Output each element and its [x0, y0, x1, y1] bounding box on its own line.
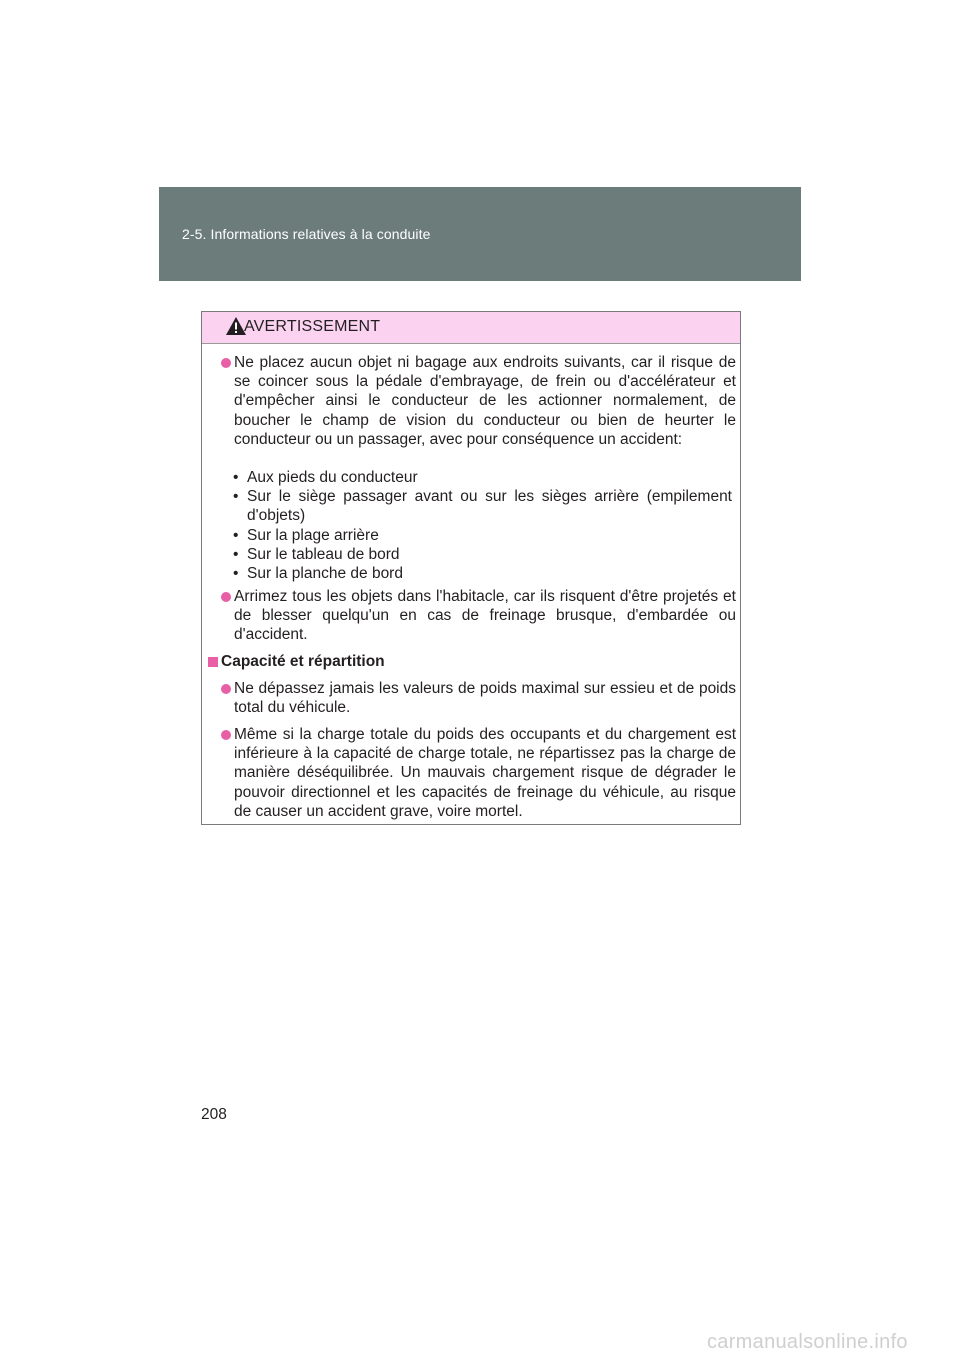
sub-bullet-icon: •	[233, 527, 239, 544]
warning-item-text: Ne placez aucun objet ni bagage aux endroits suivants, car il risque de se coincer sous la pédale d'embrayage, de frein ou d'accélérateur et d'empêcher ainsi le conducteur de les actionner normalement, de boucher le champ de vision du conducteur ou bien de heurter le conducteur ou un passager, avec pour conséquence un accident:	[234, 354, 736, 448]
section-heading	[221, 652, 385, 671]
sub-bullet-icon: •	[233, 565, 239, 582]
bullet-square-icon	[208, 657, 218, 667]
warning-item-text: Arrimez tous les objets dans l'habitacle, car ils risquent d'être projetés et de blesser quelqu'un en cas de freinage brusque, d'embardée ou d'accident.	[234, 588, 736, 644]
warning-box	[201, 311, 741, 825]
watermark: carmanualsonline.info	[707, 1331, 908, 1353]
section-title: 2-5. Informations relatives à la conduite	[182, 226, 431, 242]
sub-item-text: Sur la plage arrière	[247, 527, 379, 544]
sub-item	[233, 526, 736, 545]
sub-item	[233, 564, 736, 583]
warning-label: AVERTISSEMENT	[244, 318, 381, 335]
sub-item	[233, 487, 736, 525]
sub-bullet-icon: •	[233, 469, 239, 486]
sub-item-text: Aux pieds du conducteur	[247, 469, 418, 486]
bullet-dot-icon	[221, 358, 231, 368]
section-item-text: Même si la charge totale du poids des occupants et du chargement est inférieure à la capacité de charge totale, ne répartissez pas la charge de manière déséquilibrée. Un mauvais chargement risque de dégrader le pouvoir directionnel et les capacités de freinage du véhicule, au risque de causer un accident grave, voire mortel.	[234, 726, 736, 820]
section-item	[234, 725, 736, 821]
section-item	[234, 679, 736, 717]
warning-item	[234, 587, 736, 645]
section-item-text: Ne dépassez jamais les valeurs de poids maximal sur essieu et de poids total du véhicule.	[234, 680, 736, 717]
sub-bullet-icon: •	[233, 546, 239, 563]
warning-header	[202, 312, 740, 344]
section-header-band	[159, 187, 801, 281]
page-number: 208	[201, 1106, 227, 1123]
bullet-dot-icon	[221, 684, 231, 694]
sub-item-text: Sur le tableau de bord	[247, 546, 400, 563]
sub-item	[233, 545, 736, 564]
sub-item	[233, 468, 736, 487]
bullet-dot-icon	[221, 592, 231, 602]
section-heading-text: Capacité et répartition	[221, 653, 385, 670]
sub-item-text: Sur le siège passager avant ou sur les sièges arrière (empilement d'objets)	[247, 488, 732, 525]
warning-item	[234, 353, 736, 449]
sub-bullet-icon: •	[233, 488, 239, 505]
sub-item-text: Sur la planche de bord	[247, 565, 403, 582]
bullet-dot-icon	[221, 730, 231, 740]
